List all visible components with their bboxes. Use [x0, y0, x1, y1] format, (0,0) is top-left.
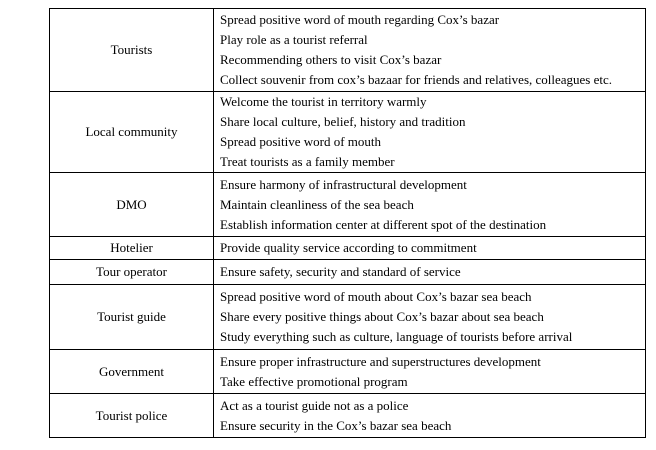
- role-line: Collect souvenir from cox’s bazaar for friends and relatives, colleagues etc.: [220, 72, 613, 87]
- stakeholder-cell: Hotelier: [50, 237, 214, 260]
- stakeholder-cell: DMO: [50, 173, 214, 237]
- stakeholder-cell: Tour operator: [50, 260, 214, 285]
- table-row-local-community: [50, 92, 646, 173]
- stakeholder-cell: Local community: [50, 92, 214, 173]
- role-line: Spread positive word of mouth regarding Cox’s bazar: [220, 12, 500, 27]
- role-line: Play role as a tourist referral: [220, 32, 368, 47]
- roles-cell: [214, 394, 646, 438]
- stakeholder-cell: Tourist guide: [50, 285, 214, 350]
- role-line: Spread positive word of mouth: [220, 134, 382, 149]
- role-line: Share local culture, belief, history and tradition: [220, 114, 466, 129]
- role-line: Provide quality service according to commitment: [220, 240, 477, 255]
- roles-cell: [214, 260, 646, 285]
- role-line: Spread positive word of mouth about Cox’s bazar sea beach: [220, 289, 532, 304]
- roles-cell: [214, 350, 646, 394]
- stakeholder-cell: Government: [50, 350, 214, 394]
- roles-cell: [214, 92, 646, 173]
- table-row-tourist-guide: [50, 285, 646, 350]
- table-row-government: [50, 350, 646, 394]
- role-line: Establish information center at different spot of the destination: [220, 216, 547, 232]
- table-row-tourist-police: [50, 394, 646, 438]
- role-line: Recommending others to visit Cox’s bazar: [220, 52, 442, 67]
- role-line: Share every positive things about Cox’s bazar about sea beach: [220, 309, 544, 324]
- role-line: Ensure security in the Cox’s bazar sea beach: [220, 417, 452, 433]
- table-row-tour-operator: [50, 260, 646, 285]
- table-row-tourists: [50, 9, 646, 92]
- role-line: Ensure safety, security and standard of service: [220, 264, 461, 279]
- table-row-hotelier: [50, 237, 646, 260]
- stakeholder-roles-table: [49, 8, 646, 438]
- role-line: Study everything such as culture, language of tourists before arrival: [220, 329, 573, 344]
- role-line: Maintain cleanliness of the sea beach: [220, 196, 414, 212]
- role-line: Ensure harmony of infrastructural development: [220, 176, 467, 192]
- role-line: Treat tourists as a family member: [220, 154, 395, 169]
- roles-cell: [214, 173, 646, 237]
- role-line: Take effective promotional program: [220, 373, 408, 389]
- table-row-dmo: [50, 173, 646, 237]
- roles-cell: [214, 9, 646, 92]
- roles-cell: [214, 285, 646, 350]
- role-line: Welcome the tourist in territory warmly: [220, 94, 427, 109]
- role-line: Ensure proper infrastructure and superstructures development: [220, 353, 541, 369]
- stakeholder-cell: Tourists: [50, 9, 214, 92]
- stakeholder-cell: Tourist police: [50, 394, 214, 438]
- role-line: Act as a tourist guide not as a police: [220, 397, 409, 413]
- roles-cell: [214, 237, 646, 260]
